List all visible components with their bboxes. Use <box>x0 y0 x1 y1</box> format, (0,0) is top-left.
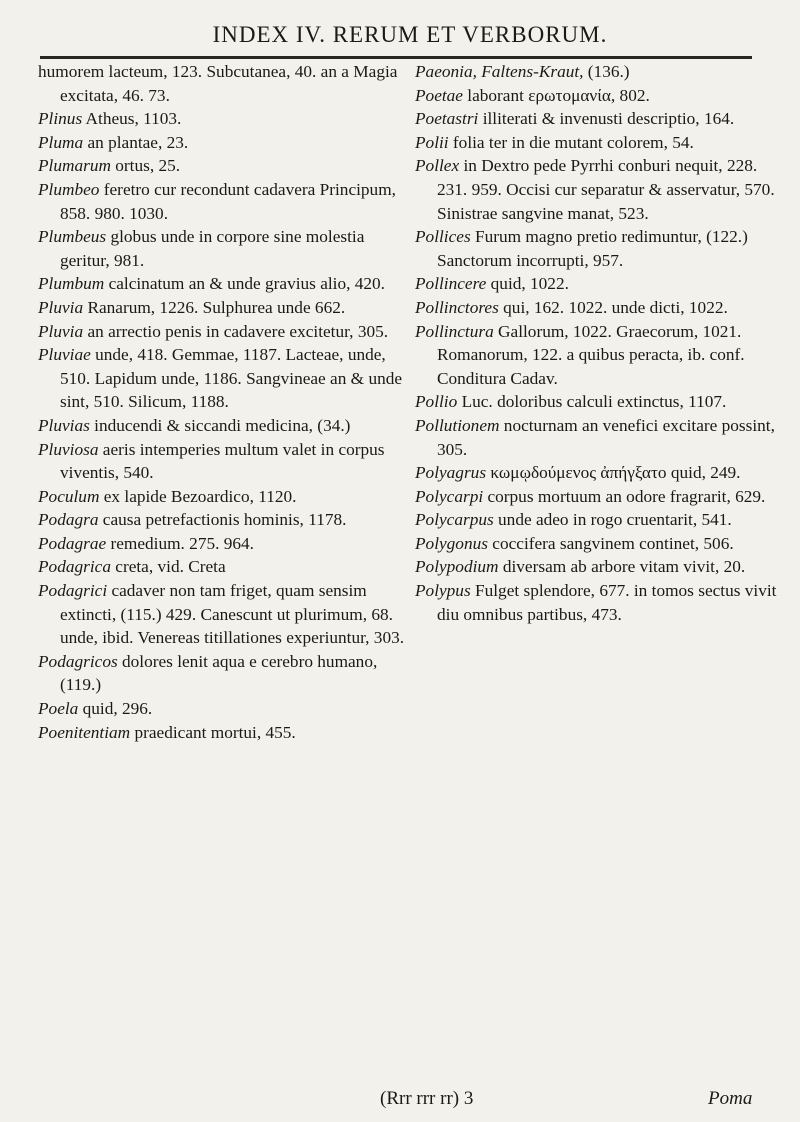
entry-term: Pollex <box>415 156 460 176</box>
entry-term: Polycarpi <box>415 486 484 506</box>
entry-term: Polypodium <box>415 557 499 577</box>
entry-text: humorem lacteum, 123. Subcutanea, 40. an a Magia excitata, 46. 73. <box>38 62 398 105</box>
entry-term: Polyagrus <box>415 463 487 483</box>
entry-term: Poetastri <box>415 109 479 129</box>
index-entry <box>415 60 785 84</box>
entry-term: Podagricos <box>38 651 118 671</box>
entry-term: Plumbum <box>38 274 105 294</box>
entry-text: cadaver non tam friget, quam sensim extincti, (115.) 429. Canescunt ut plurimum, 68. unde, ibid. Venereas titillationes experiuntur, 303. <box>60 581 405 648</box>
entry-term: Pluviosa <box>38 439 99 459</box>
entry-text: creta, vid. Creta <box>110 557 226 577</box>
entry-term: Pollincere <box>415 274 487 294</box>
entry-term: Pluvia <box>38 321 84 341</box>
entry-text: Luc. doloribus calculi extinctus, 1107. <box>457 392 727 412</box>
index-entry <box>38 721 408 745</box>
index-entry <box>415 225 785 272</box>
entry-term: Pluvias <box>38 415 90 435</box>
index-entry <box>38 485 408 509</box>
index-entry <box>415 154 785 225</box>
left-column <box>38 60 408 744</box>
entry-term: Pollio <box>415 392 458 412</box>
entry-text: laborant ερωτομανία, 802. <box>462 85 650 105</box>
index-entry <box>38 225 408 272</box>
entry-text: unde adeo in rogo cruentarit, 541. <box>493 510 732 530</box>
entry-term: Polycarpus <box>415 510 494 530</box>
index-entry <box>38 438 408 485</box>
entry-text: ex lapide Bezoardico, 1120. <box>99 486 297 506</box>
entry-term: Plumbeo <box>38 179 100 199</box>
entry-text: Atheus, 1103. <box>82 109 182 129</box>
entry-term: Pollinctura <box>415 321 494 341</box>
header-rule <box>40 56 752 59</box>
entry-text: dolores lenit aqua e cerebro humano, (119.) <box>60 651 378 695</box>
entry-term: Pluma <box>38 132 84 152</box>
index-entry <box>415 579 785 626</box>
entry-text: illiterati & invenusti descriptio, 164. <box>478 109 735 129</box>
entry-text: an arrectio penis in cadavere excitetur, 305. <box>83 321 389 341</box>
index-entry <box>38 131 408 155</box>
index-entry <box>415 320 785 391</box>
entry-text: ortus, 25. <box>110 156 181 176</box>
entry-text: folia ter in die mutant colorem, 54. <box>448 132 694 152</box>
index-entry <box>415 414 785 461</box>
entry-text: praedicant mortui, 455. <box>130 722 296 742</box>
entry-term: Podagrici <box>38 581 108 601</box>
index-entry <box>38 555 408 579</box>
index-entry <box>415 532 785 556</box>
entry-text: Fulget splendore, 677. in tomos sectus vivit diu omnibus partibus, 473. <box>437 581 777 624</box>
index-entry <box>415 296 785 320</box>
index-entry <box>38 414 408 438</box>
entry-text: coccifera sangvinem continet, 506. <box>487 533 734 553</box>
entry-text: causa petrefactionis hominis, 1178. <box>98 510 347 530</box>
entry-term: Polypus <box>415 581 471 601</box>
entry-term: Polygonus <box>415 533 488 553</box>
entry-term: Poenitentiam <box>38 722 131 742</box>
entry-text: an plantae, 23. <box>83 132 189 152</box>
entry-text: aeris intemperies multum valet in corpus viventis, 540. <box>60 439 385 483</box>
entry-term: Paeonia, Faltens-Kraut, <box>415 62 584 81</box>
entry-text: quid, 1022. <box>486 274 569 294</box>
index-entry <box>38 508 408 532</box>
index-entry <box>415 107 785 131</box>
index-entry <box>38 154 408 178</box>
index-entry <box>38 343 408 414</box>
entry-term: Poetae <box>415 85 463 105</box>
entry-term: Plumbeus <box>38 227 107 247</box>
index-entry <box>415 272 785 296</box>
index-entry <box>415 485 785 509</box>
entry-term: Plinus <box>38 109 83 129</box>
index-entry <box>38 107 408 131</box>
entry-text: in Dextro pede Pyrrhi conburi nequit, 228. 231. 959. Occisi cur separatur & asservatur, 570. Sinistrae sangvine manat, 523. <box>437 156 775 223</box>
page-header: INDEX IV. RERUM ET VERBORUM. <box>212 22 608 47</box>
entry-text: Gallorum, 1022. Graecorum, 1021. Romanorum, 122. a quibus peracta, ib. conf. Conditura Cadav. <box>437 321 745 388</box>
index-entry <box>415 131 785 155</box>
index-entry <box>38 650 408 697</box>
index-entry <box>38 697 408 721</box>
index-entry <box>38 532 408 556</box>
entry-term: Pollutionem <box>415 415 500 435</box>
entry-text: nocturnam an venefici excitare possint, 305. <box>437 415 775 459</box>
entry-term: Poela <box>38 699 79 719</box>
entry-text: unde, 418. Gemmae, 1187. Lacteae, unde, 510. Lapidum unde, 1186. Sangvineae an & unde sint, 510. Silicum, 1188. <box>60 345 403 412</box>
entry-term: Polii <box>415 132 449 152</box>
entry-text: diversam ab arbore vitam vivit, 20. <box>498 557 746 577</box>
entry-term: Pluvia <box>38 297 84 317</box>
entry-text: globus unde in corpore sine molestia geritur, 981. <box>60 227 365 270</box>
signature-mark: (Rrr rrr rr) 3 <box>380 1088 474 1109</box>
entry-term: Plumarum <box>38 156 111 176</box>
entry-text: feretro cur recondunt cadavera Principum, 858. 980. 1030. <box>60 179 396 223</box>
index-entry <box>415 555 785 579</box>
right-column <box>415 60 785 626</box>
entry-text: remedium. 275. 964. <box>106 533 254 553</box>
entry-text: inducendi & siccandi medicina, (34.) <box>89 415 351 435</box>
entry-term: Podagra <box>38 510 99 530</box>
entry-term: Pollinctores <box>415 297 499 317</box>
index-entry <box>38 60 408 107</box>
entry-text: quid, 296. <box>78 699 153 719</box>
entry-term: Pluviae <box>38 345 91 365</box>
entry-text: Furum magno pretio redimuntur, (122.) Sanctorum incorrupti, 957. <box>437 227 748 270</box>
entry-text: (136.) <box>583 62 630 81</box>
index-entry <box>415 508 785 532</box>
catchword: Poma <box>708 1088 753 1109</box>
entry-text: calcinatum an & unde gravius alio, 420. <box>104 274 385 294</box>
entry-text: Ranarum, 1226. Sulphurea unde 662. <box>83 297 346 317</box>
entry-term: Podagrica <box>38 557 111 577</box>
entry-text: qui, 162. 1022. unde dicti, 1022. <box>498 297 728 317</box>
index-entry <box>38 320 408 344</box>
index-entry <box>38 178 408 225</box>
index-entry <box>38 579 408 650</box>
entry-text: corpus mortuum an odore fragrarit, 629. <box>483 486 766 506</box>
index-entry <box>415 390 785 414</box>
entry-term: Pollices <box>415 227 471 247</box>
entry-text: κωμῳδούμενος ἀπήγξατο quid, 249. <box>486 463 741 483</box>
entry-term: Podagrae <box>38 533 107 553</box>
index-entry <box>38 272 408 296</box>
index-entry <box>415 84 785 108</box>
index-entry <box>415 461 785 485</box>
entry-term: Poculum <box>38 486 100 506</box>
index-entry <box>38 296 408 320</box>
